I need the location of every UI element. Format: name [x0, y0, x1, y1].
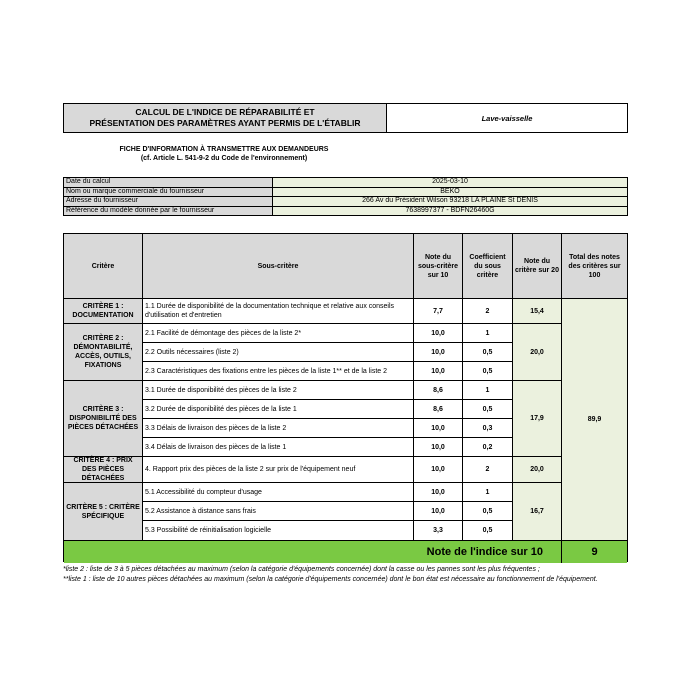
info-value: BEKO	[273, 187, 628, 197]
col-header-critere: Critère	[64, 234, 143, 299]
sub-criterion-coef: 0,2	[463, 438, 513, 457]
title-line-2: PRÉSENTATION DES PARAMÈTRES AYANT PERMIS DE L'ÉTABLIR	[89, 118, 361, 128]
sub-criterion-coef: 2	[463, 299, 513, 324]
criterion-5-note: 16,7	[513, 483, 562, 541]
supplier-info-table	[63, 177, 628, 216]
sub-criterion-coef: 1	[463, 324, 513, 343]
info-row	[64, 178, 628, 188]
criterion-2: CRITÈRE 2 : DÉMONTABILITÉ, ACCÈS, OUTILS, FIXATIONS	[64, 324, 143, 381]
sub-criterion-label: 3.2 Durée de disponibilité des pièces de la liste 1	[143, 400, 414, 419]
sub-criterion-coef: 0,5	[463, 521, 513, 541]
sub-criterion-coef: 0,5	[463, 343, 513, 362]
sub-criterion-coef: 0,3	[463, 419, 513, 438]
sub-criterion-note: 10,0	[414, 502, 463, 521]
sub-criterion-label: 3.1 Durée de disponibilité des pièces de la liste 2	[143, 381, 414, 400]
info-label: Référence du modèle donnée par le fournisseur	[64, 206, 273, 216]
sub-criterion-label: 2.3 Caractéristiques des fixations entre les pièces de la liste 1** et de la liste 2	[143, 362, 414, 381]
info-label: Nom ou marque commerciale du fournisseur	[64, 187, 273, 197]
sub-criterion-coef: 1	[463, 483, 513, 502]
sub-criterion-label: 2.2 Outils nécessaires (liste 2)	[143, 343, 414, 362]
sub-criterion-coef: 1	[463, 381, 513, 400]
col-header-coef: Coefficient du sous critère	[463, 234, 513, 299]
info-row	[64, 206, 628, 216]
info-label: Date du calcul	[64, 178, 273, 188]
sub-criterion-note: 10,0	[414, 457, 463, 483]
sub-criterion-coef: 2	[463, 457, 513, 483]
sub-criterion-note: 10,0	[414, 438, 463, 457]
sub-criterion-note: 8,6	[414, 381, 463, 400]
info-value: 266 Av du Président Wilson 93218 LA PLAINE St DENIS	[273, 197, 628, 207]
criterion-3-note: 17,9	[513, 381, 562, 457]
criterion-2-note: 20,0	[513, 324, 562, 381]
document-title	[64, 104, 387, 132]
sub-criterion-label: 3.4 Délais de livraison des pièces de la liste 1	[143, 438, 414, 457]
sub-criterion-note: 10,0	[414, 419, 463, 438]
sub-criterion-note: 3,3	[414, 521, 463, 541]
sub-criterion-coef: 0,5	[463, 502, 513, 521]
footnote-1: *liste 2 : liste de 3 à 5 pièces détachées au maximum (selon la catégorie d'équipements concernée) dont la casse ou les pannes sont les plus fréquentes ;	[63, 566, 540, 573]
sub-criterion-label: 5.1 Accessibilité du compteur d'usage	[143, 483, 414, 502]
repairability-table	[63, 233, 628, 562]
header-box	[63, 103, 628, 133]
subtitle-line-1: FICHE D'INFORMATION À TRANSMETTRE AUX DEMANDEURS	[119, 146, 329, 153]
index-label: Note de l'indice sur 10	[64, 541, 562, 563]
criterion-4-note: 20,0	[513, 457, 562, 483]
sub-criterion-coef: 0,5	[463, 362, 513, 381]
sub-criterion-label: 3.3 Délais de livraison des pièces de la liste 2	[143, 419, 414, 438]
sub-criterion-label: 5.2 Assistance à distance sans frais	[143, 502, 414, 521]
product-type: Lave-vaisselle	[481, 113, 533, 123]
col-header-total: Total des notes des critères sur 100	[562, 234, 627, 299]
sub-criterion-label: 2.1 Facilité de démontage des pièces de la liste 2*	[143, 324, 414, 343]
info-value: 2025-03-10	[273, 178, 628, 188]
sub-criterion-label: 5.3 Possibilité de réinitialisation logicielle	[143, 521, 414, 541]
index-value: 9	[562, 541, 627, 563]
criterion-3: CRITÈRE 3 : DISPONIBILITÉ DES PIÈCES DÉTACHÉES	[64, 381, 143, 457]
sub-criterion-note: 10,0	[414, 324, 463, 343]
sub-criterion-label: 1.1 Durée de disponibilité de la documentation technique et relative aux conseils d'utilisation et d'entretien	[143, 299, 414, 324]
sub-criterion-label: 4. Rapport prix des pièces de la liste 2 sur prix de l'équipement neuf	[143, 457, 414, 483]
info-label: Adresse du fournisseur	[64, 197, 273, 207]
sub-criterion-note: 10,0	[414, 343, 463, 362]
title-line-1: CALCUL DE L'INDICE DE RÉPARABILITÉ ET	[135, 107, 315, 117]
criterion-4: CRITÈRE 4 : PRIX DES PIÈCES DÉTACHÉES	[64, 457, 143, 483]
criterion-5: CRITÈRE 5 : CRITÈRE SPÉCIFIQUE	[64, 483, 143, 541]
subtitle-line-2: (cf. Article L. 541-9-2 du Code de l'environnement)	[140, 155, 308, 162]
footnote-2: **liste 1 : liste de 10 autres pièces détachées au maximum (selon la catégorie d'équipements concernée) dont le bon état est nécessaire au fonctionnement de l'équipement.	[63, 575, 598, 583]
sub-criterion-note: 8,6	[414, 400, 463, 419]
sub-criterion-note: 7,7	[414, 299, 463, 324]
sub-criterion-note: 10,0	[414, 483, 463, 502]
info-value: 7638997377 - BDFN26460G	[273, 206, 628, 216]
criterion-1: CRITÈRE 1 : DOCUMENTATION	[64, 299, 143, 324]
info-row	[64, 187, 628, 197]
total-score: 89,9	[562, 299, 627, 541]
col-header-sous-critere: Sous-critère	[143, 234, 414, 299]
col-header-note10: Note du sous-critère sur 10	[414, 234, 463, 299]
criterion-1-note: 15,4	[513, 299, 562, 324]
sub-criterion-note: 10,0	[414, 362, 463, 381]
sub-criterion-coef: 0,5	[463, 400, 513, 419]
info-row	[64, 197, 628, 207]
col-header-note20: Note du critère sur 20	[513, 234, 562, 299]
subtitle	[63, 145, 385, 163]
footnotes	[63, 565, 638, 584]
